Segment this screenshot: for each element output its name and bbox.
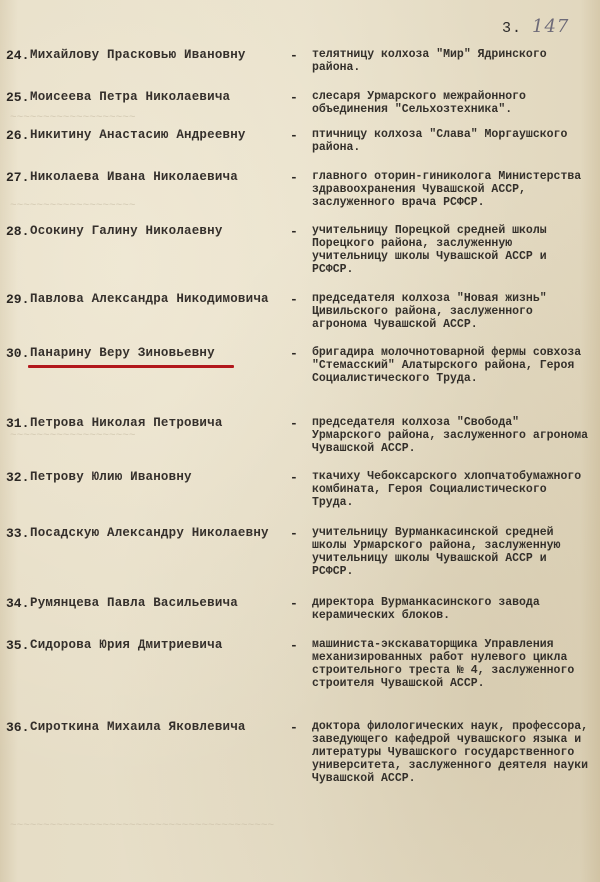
item-number: 31. [6, 416, 30, 431]
person-description: учительницу Вурманкасинской средней школы Урмарского района, заслуженную учительницу школы Чувашской АССР и РСФСР. [312, 526, 561, 578]
person-description: учительницу Порецкой средней школы Порецкого района, заслуженную учительницу школы Чувашской АССР и РСФСР. [312, 224, 547, 276]
item-dash: - [290, 526, 298, 541]
person-description: машиниста-экскаваторщика Управления механизированных работ нулевого цикла строительного треста № 4, заслуженного строителя Чувашской АССР. [312, 638, 575, 690]
person-description: председателя колхоза "Новая жизнь" Цивильского района, заслуженного агронома Чувашской АССР. [312, 292, 547, 331]
item-dash: - [290, 128, 298, 143]
item-number: 33. [6, 526, 30, 541]
person-name: Моисеева Петра Николаевича [30, 90, 231, 104]
page-number-typed: 3. [502, 20, 523, 37]
person-name: Румянцева Павла Васильевича [30, 596, 238, 610]
item-number: 27. [6, 170, 30, 185]
item-number: 32. [6, 470, 30, 485]
person-description: бригадира молочнотоварной фермы совхоза "Стемасский" Алатырского района, Героя Социалистического Труда. [312, 346, 582, 385]
archive-page-number: 147 [532, 16, 570, 37]
item-dash: - [290, 292, 298, 307]
person-name: Осокину Галину Николаевну [30, 224, 223, 238]
person-name: Петрова Николая Петровича [30, 416, 223, 430]
item-dash: - [290, 48, 298, 63]
person-description: телятницу колхоза "Мир" Ядринского района. [312, 48, 547, 74]
item-dash: - [290, 224, 298, 239]
person-name: Николаева Ивана Николаевича [30, 170, 238, 184]
person-description: ткачиху Чебоксарского хлопчатобумажного комбината, Героя Социалистического Труда. [312, 470, 582, 509]
item-dash: - [290, 416, 298, 431]
item-dash: - [290, 346, 298, 361]
item-number: 26. [6, 128, 30, 143]
item-dash: - [290, 470, 298, 485]
bleed-through-text: ~~~~~~~~~~~~~~~~~~~ [10, 430, 136, 442]
bleed-through-text: ~~~~~~~~~~~~~~~~~~~~~~~~~~~~~~~~~~~~~~~~ [10, 820, 275, 832]
item-dash: - [290, 720, 298, 735]
item-number: 30. [6, 346, 30, 361]
item-number: 35. [6, 638, 30, 653]
person-name: Панарину Веру Зиновьевну [30, 346, 215, 360]
person-description: доктора филологических наук, профессора, заведующего кафедрой чувашского языка и литературы Чувашского государственного университета, заслуженного деятеля науки Чувашской АССР. [312, 720, 589, 785]
person-description: птичницу колхоза "Слава" Моргаушского района. [312, 128, 568, 154]
red-underline-marking [28, 365, 234, 368]
page-number [502, 16, 569, 37]
person-description: слесаря Урмарского межрайонного объединения "Сельхозтехника". [312, 90, 526, 116]
person-description: главного оторин-гиниколога Министерства здравоохранения Чувашской АССР, заслуженного врача РСФСР. [312, 170, 582, 209]
item-dash: - [290, 596, 298, 611]
item-number: 25. [6, 90, 30, 105]
item-dash: - [290, 170, 298, 185]
person-description: директора Вурманкасинского завода керамических блоков. [312, 596, 540, 622]
bleed-through-text: ~~~~~~~~~~~~~~~~~~~ [10, 112, 136, 124]
person-description: председателя колхоза "Свобода" Урмарского района, заслуженного агронома Чувашской АССР. [312, 416, 589, 455]
person-name: Посадскую Александру Николаевну [30, 526, 269, 540]
person-name: Сидорова Юрия Дмитриевича [30, 638, 223, 652]
item-number: 29. [6, 292, 30, 307]
item-number: 28. [6, 224, 30, 239]
person-name: Никитину Анастасию Андреевну [30, 128, 246, 142]
person-name: Михайлову Прасковью Ивановну [30, 48, 246, 62]
item-number: 36. [6, 720, 30, 735]
person-name: Павлова Александра Никодимовича [30, 292, 269, 306]
item-number: 24. [6, 48, 30, 63]
bleed-through-text: ~~~~~~~~~~~~~~~~~~~ [10, 200, 136, 212]
person-name: Сироткина Михаила Яковлевича [30, 720, 246, 734]
item-number: 34. [6, 596, 30, 611]
item-dash: - [290, 638, 298, 653]
item-dash: - [290, 90, 298, 105]
person-name: Петрову Юлию Ивановну [30, 470, 192, 484]
